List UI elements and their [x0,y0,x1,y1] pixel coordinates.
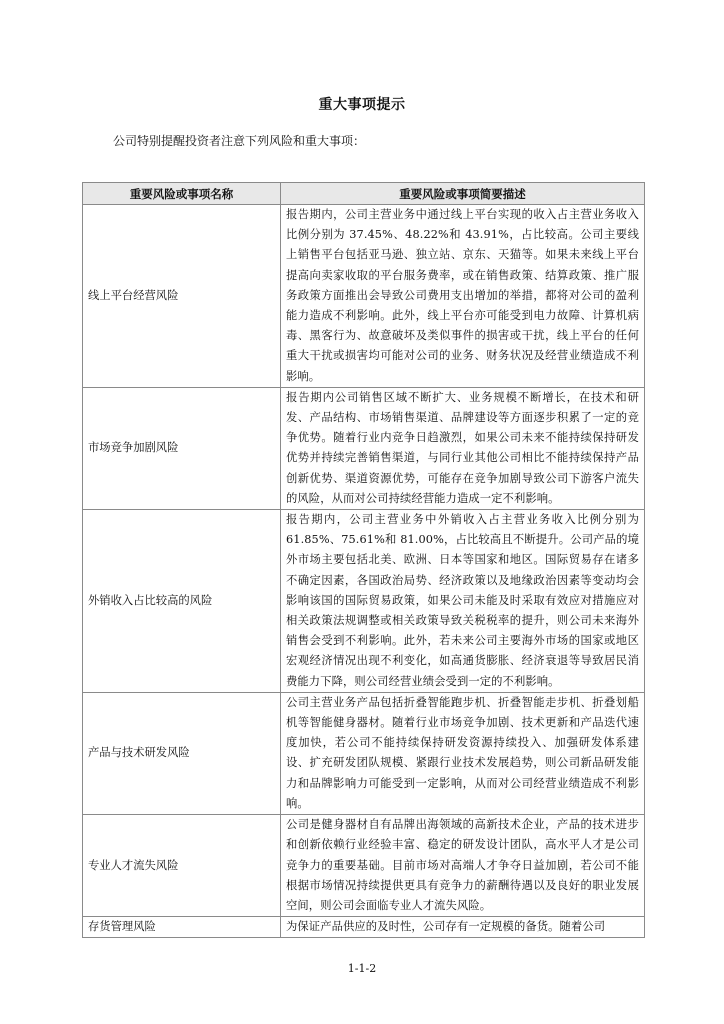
risk-description: 公司主营业务产品包括折叠智能跑步机、折叠智能走步机、折叠划船机等智能健身器材。随着行业市场竞争加剧、技术更新和产品迭代速度加快，若公司不能持续保持研发资源持续投入、加强研发体系建设、扩充研发团队规模、紧跟行业技术发展趋势，则公司新品研发能力和品牌影响力可能受到一定影响，从而对公司经营业绩造成不利影响。 [281,692,645,814]
risk-name: 市场竞争加剧风险 [83,387,281,509]
table-row [83,917,645,938]
page-title: 重大事项提示 [318,97,406,113]
risk-description: 报告期内，公司主营业务中通过线上平台实现的收入占主营业务收入比例分别为 37.45%、48.22%和 43.91%，占比较高。公司主要线上销售平台包括亚马逊、独立站、京东、天猫等。如果未来线上平台提高向卖家收取的平台服务费率，或在销售政策、结算政策、推广服务政策方面推出会导致公司费用支出增加的举措，都将对公司的盈利能力造成不利影响。此外，线上平台亦可能受到电力故障、计算机病毒、黑客行为、故意破坏及类似事件的损害或干扰，线上平台的任何重大干扰或损害均可能对公司的业务、财务状况及经营业绩造成不利影响。 [281,205,645,388]
header-risk-description: 重要风险或事项简要描述 [281,183,645,205]
risk-name: 专业人才流失风险 [83,815,281,917]
risk-name: 存货管理风险 [83,917,281,938]
risk-name: 线上平台经营风险 [83,205,281,388]
risk-description: 报告期内，公司主营业务中外销收入占主营业务收入比例分别为 61.85%、75.61%和 81.00%，占比较高且不断提升。公司产品的境外市场主要包括北美、欧洲、日本等国家和地区。国际贸易存在诸多不确定因素，各国政治局势、经济政策以及地缘政治因素等变动均会影响该国的国际贸易政策，如果公司未能及时采取有效应对措施应对相关政策法规调整或相关政策导致关税税率的提升，则公司未来海外销售会受到不利影响。此外，若未来公司主要海外市场的国家或地区宏观经济情况出现不利变化，如高通货膨胀、经济衰退等导致居民消费能力下降，则公司经营业绩会受到一定的不利影响。 [281,510,645,693]
table-row [83,387,645,509]
header-risk-name: 重要风险或事项名称 [83,183,281,205]
risk-name: 产品与技术研发风险 [83,692,281,814]
table-row [83,205,645,388]
table-header-row [83,183,645,205]
table-row [83,510,645,693]
table-row [83,815,645,917]
risk-description: 为保证产品供应的及时性，公司存有一定规模的备货。随着公司 [281,917,645,938]
risk-name: 外销收入占比较高的风险 [83,510,281,693]
risk-description: 报告期内公司销售区域不断扩大、业务规模不断增长，在技术和研发、产品结构、市场销售渠道、品牌建设等方面逐步积累了一定的竞争优势。随着行业内竞争日趋激烈，如果公司未来不能持续保持研发优势并持续完善销售渠道，与同行业其他公司相比不能持续保持产品创新优势、渠道资源优势，可能存在竞争加剧导致公司下游客户流失的风险，从而对公司持续经营能力造成一定不利影响。 [281,387,645,509]
table-row [83,692,645,814]
risk-description: 公司是健身器材自有品牌出海领域的高新技术企业，产品的技术进步和创新依赖行业经验丰富、稳定的研发设计团队，高水平人才是公司竞争力的重要基础。目前市场对高端人才争夺日益加剧，若公司不能根据市场情况持续提供更具有竞争力的薪酬待遇以及良好的职业发展空间，则公司会面临专业人才流失风险。 [281,815,645,917]
page-number: 1-1-2 [347,962,377,975]
intro-text: 公司特别提醒投资者注意下列风险和重大事项： [113,134,366,148]
risk-table [82,182,645,938]
